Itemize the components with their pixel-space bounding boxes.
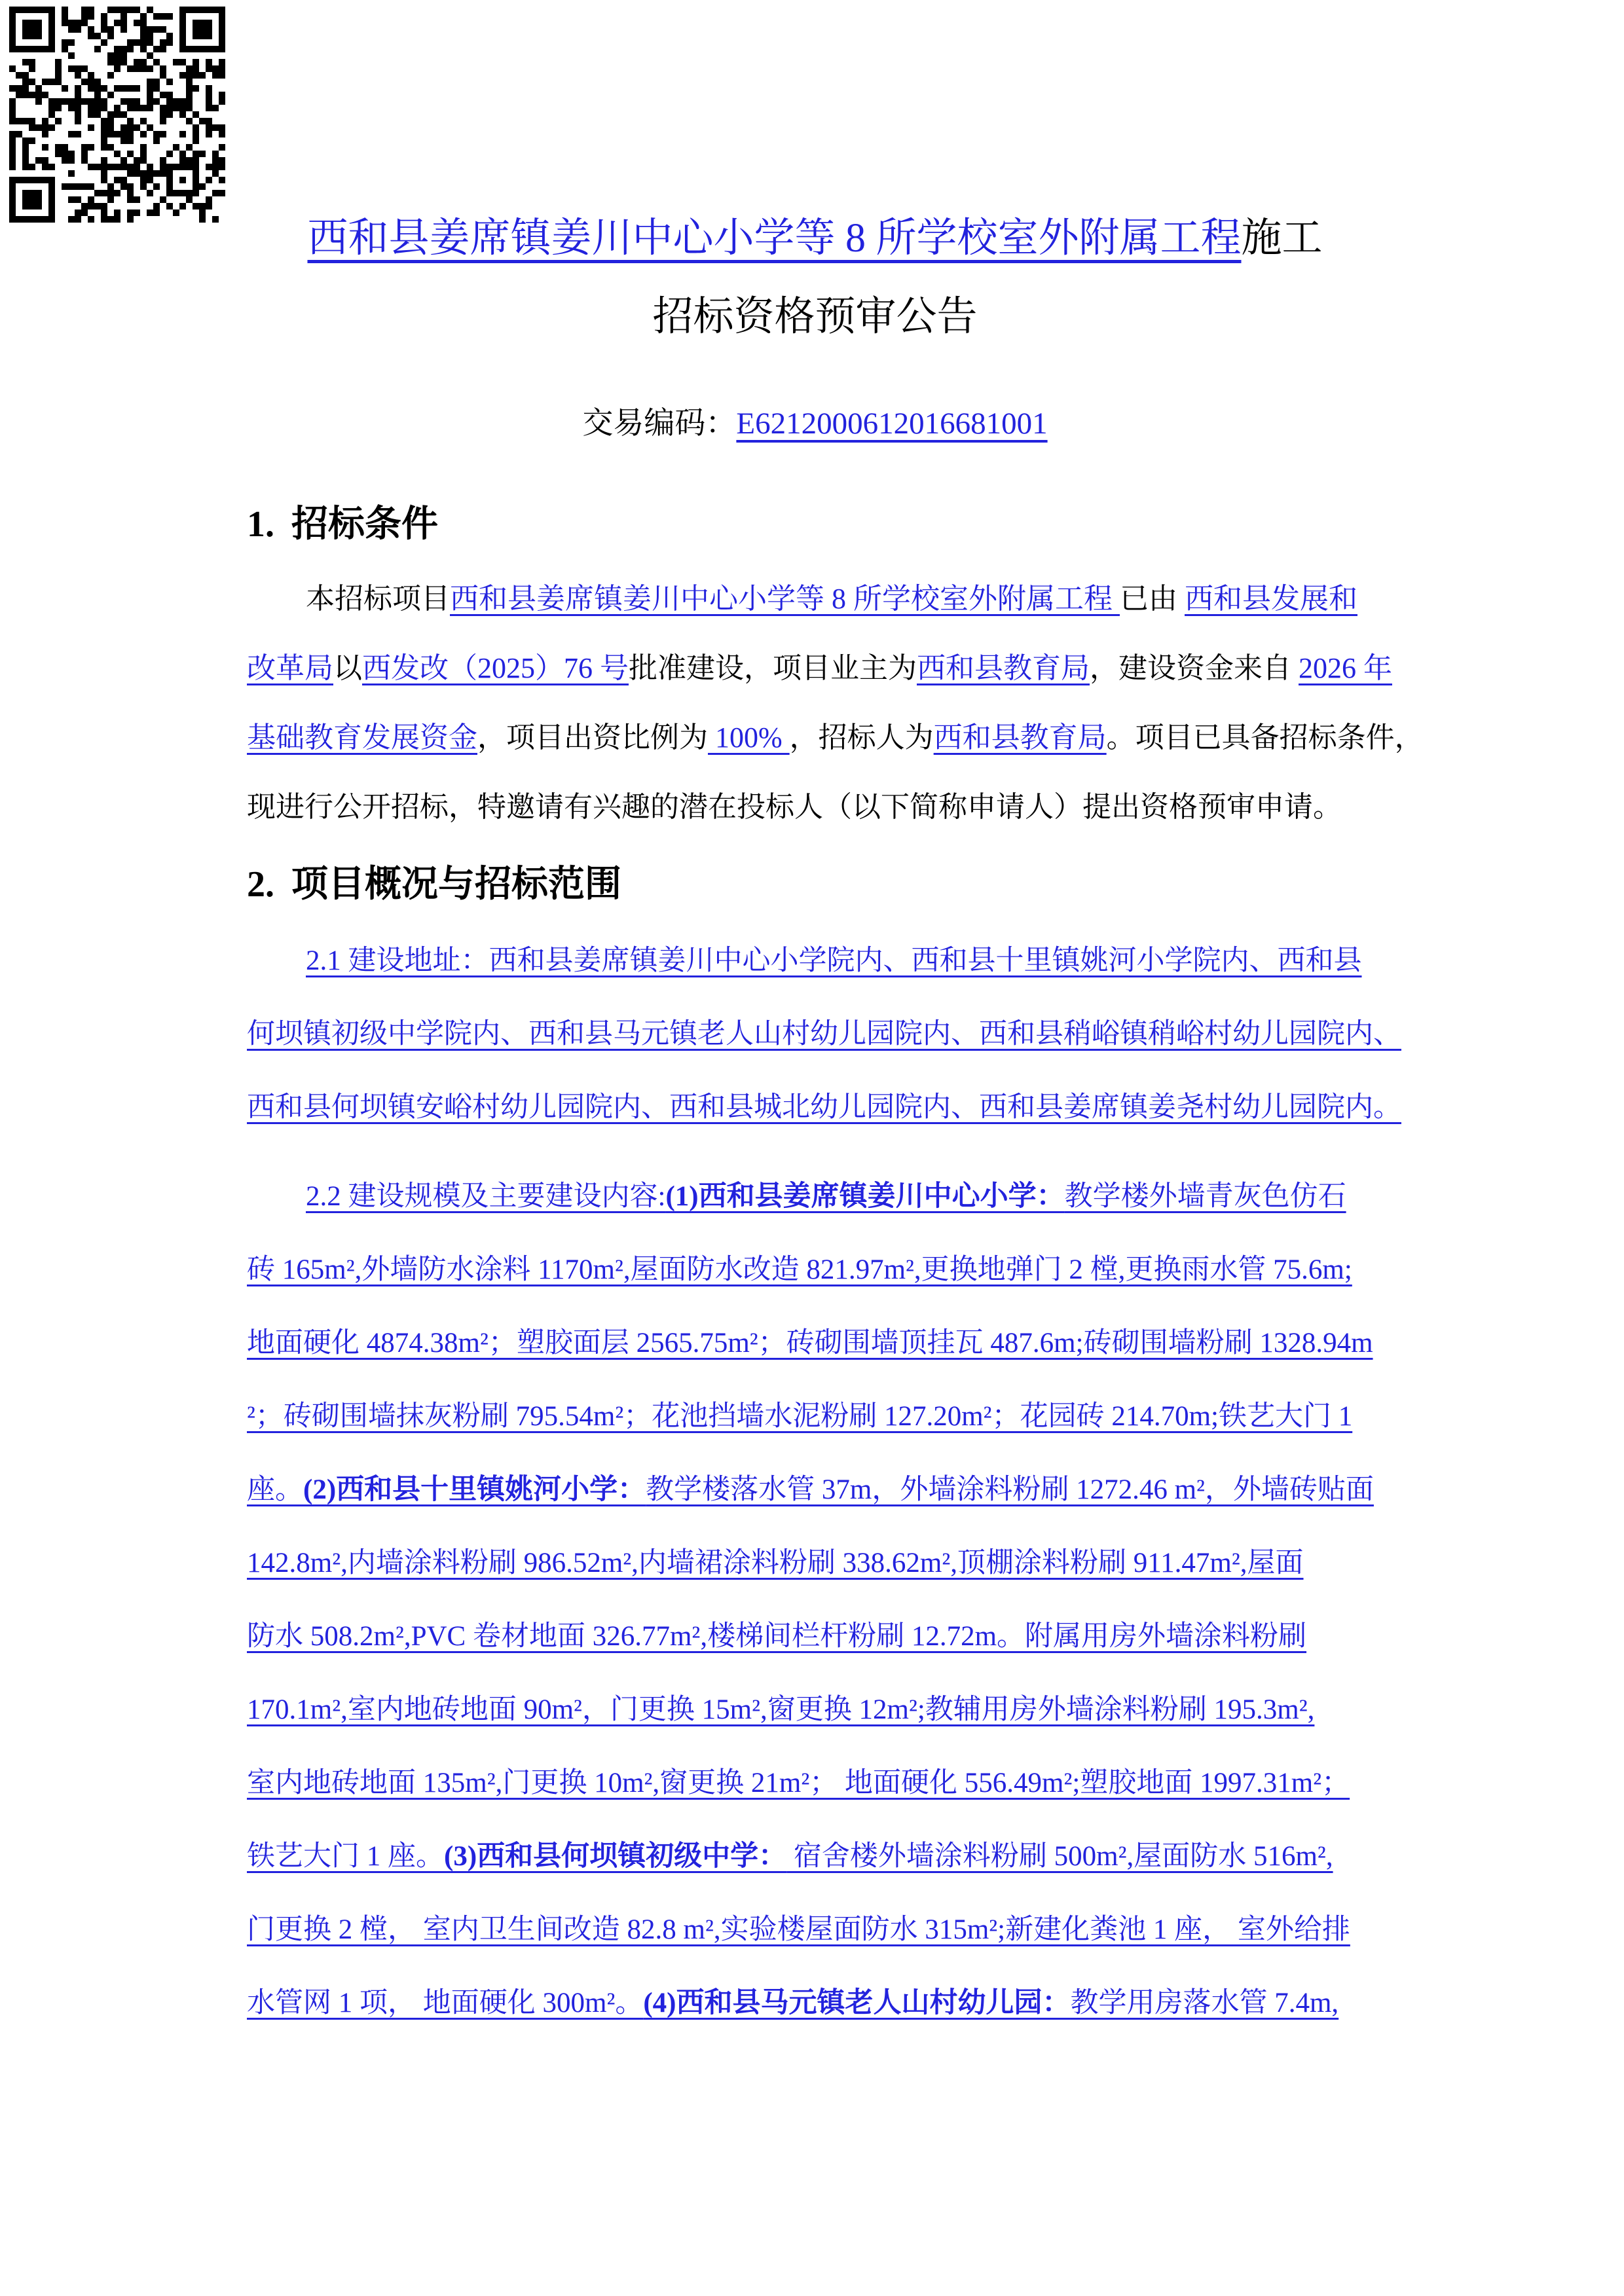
text-line <box>247 1673 1383 1747</box>
link-text[interactable]: 西发改（2025）76 号 <box>362 652 629 684</box>
link-text[interactable]: 西和县教育局 <box>933 721 1107 754</box>
link-text[interactable]: 2.1 建设地址：西和县姜席镇姜川中心小学院内、西和县十里镇姚河小学院内、西和县 <box>306 945 1362 976</box>
text-line <box>247 1071 1401 1144</box>
section-heading <box>247 499 1383 550</box>
link-text[interactable]: ²；砖砌围墙抹灰粉刷 795.54m²；花池挡墙水泥粉刷 127.20m²；花园砖 214.70m;铁艺大门 1 <box>247 1401 1353 1432</box>
link-text[interactable]: 西和县姜席镇姜川中心小学等 8 所学校室外附属工程 <box>450 583 1120 615</box>
text-line <box>247 1233 1383 1307</box>
text-line <box>247 1893 1383 1967</box>
section-title: 项目概况与招标范围 <box>291 864 621 905</box>
text-line <box>247 1453 1383 1527</box>
link-text[interactable]: (2)西和县十里镇姚河小学： <box>303 1474 646 1505</box>
text-line <box>247 1820 1383 1893</box>
link-text[interactable]: (1)西和县姜席镇姜川中心小学： <box>665 1181 1065 1212</box>
body-text: 已由 <box>1120 583 1185 615</box>
link-text[interactable]: 2.2 建设规模及主要建设内容: <box>306 1181 666 1212</box>
link-text[interactable]: 基础教育发展资金 <box>247 721 477 754</box>
section-heading <box>247 859 1383 910</box>
link-text[interactable]: 地面硬化 4874.38m²；塑胶面层 2565.75m²；砖砌围墙顶挂瓦 487.6m;砖砌围墙粉刷 1328.94m <box>247 1328 1373 1358</box>
body-text: 现进行公开招标，特邀请有兴趣的潜在投标人（以下简称申请人）提出资格预审申请。 <box>247 791 1342 823</box>
text-line <box>247 773 1383 842</box>
text-line <box>247 1380 1383 1453</box>
link-text[interactable]: 门更换 2 樘， 室内卫生间改造 82.8 m²,实验楼屋面防水 315m²;新建化粪池 1 座， 室外给排 <box>247 1914 1350 1945</box>
text-line <box>247 1160 1383 1233</box>
text-line <box>247 1600 1383 1673</box>
text-line <box>247 703 1424 773</box>
paragraph <box>247 1160 1383 2040</box>
link-text[interactable]: 宿舍楼外墙涂料粉刷 500m²,屋面防水 516m², <box>786 1841 1333 1872</box>
text-line <box>247 998 1401 1071</box>
link-text[interactable]: 西和县教育局 <box>917 652 1090 684</box>
document-content <box>247 0 1424 2040</box>
title-text-rest: 施工 <box>1241 216 1323 261</box>
section-number: 1. <box>247 504 274 545</box>
text-line <box>247 564 1383 634</box>
qr-code-icon <box>9 7 225 223</box>
body-text: ，项目出资比例为 <box>477 721 708 754</box>
link-text[interactable]: 100% <box>708 721 790 754</box>
link-text[interactable]: 170.1m²,室内地砖地面 90m²，门更换 15m²,窗更换 12m²;教辅用房外墙涂料粉刷 195.3m², <box>247 1694 1315 1725</box>
body-text: ，建设资金来自 <box>1090 652 1299 684</box>
trade-code-link[interactable]: E6212000612016681001 <box>736 407 1048 441</box>
document-title-line2: 招标资格预审公告 <box>652 295 978 339</box>
text-line <box>247 634 1392 703</box>
trade-code-label: 交易编码： <box>582 407 737 441</box>
link-text[interactable]: 西和县何坝镇安峪村幼儿园院内、西和县城北幼儿园院内、西和县姜席镇姜尧村幼儿园院内。 <box>247 1092 1401 1123</box>
link-text[interactable]: 教学楼落水管 37m，外墙涂料粉刷 1272.46 m²，外墙砖贴面 <box>646 1474 1374 1505</box>
section-number: 2. <box>247 864 274 905</box>
text-line <box>247 1527 1383 1600</box>
text-line <box>247 1747 1383 1820</box>
body-text: ，招标人为 <box>789 721 934 754</box>
body-text: 以 <box>333 652 362 684</box>
link-text[interactable]: 142.8m²,内墙涂料粉刷 986.52m²,内墙裙涂料粉刷 338.62m²,顶棚涂料粉刷 911.47m²,屋面 <box>247 1548 1304 1578</box>
link-text[interactable]: 西和县发展和 <box>1185 583 1357 615</box>
link-text[interactable]: (4)西和县马元镇老人山村幼儿园： <box>643 1988 1071 2018</box>
link-text[interactable]: 何坝镇初级中学院内、西和县马元镇老人山村幼儿园院内、西和县稍峪镇稍峪村幼儿园院内、 <box>247 1019 1401 1049</box>
paragraph <box>247 924 1401 1144</box>
document-body <box>247 499 1424 2040</box>
link-text[interactable]: 防水 508.2m²,PVC 卷材地面 326.77m²,楼梯间栏杆粉刷 12.72m。附属用房外墙涂料粉刷 <box>247 1621 1307 1652</box>
link-text[interactable]: 铁艺大门 1 座。 <box>247 1841 444 1872</box>
body-text: 。项目已具备招标条件， <box>1106 721 1424 754</box>
link-text[interactable]: 2026 年 <box>1299 652 1392 684</box>
text-line <box>247 1967 1383 2040</box>
body-text: 批准建设，项目业主为 <box>629 652 917 684</box>
body-text: 本招标项目 <box>306 583 450 615</box>
title-link[interactable]: 西和县姜席镇姜川中心小学等 8 所学校室外附属工程 <box>307 216 1242 261</box>
paragraph <box>247 564 1424 842</box>
link-text[interactable]: 水管网 1 项， 地面硬化 300m²。 <box>247 1988 644 2018</box>
link-text[interactable]: 砖 165m²,外墙防水涂料 1170m²,屋面防水改造 821.97m²,更换地弹门 2 樘,更换雨水管 75.6m; <box>247 1254 1352 1285</box>
link-text[interactable]: 改革局 <box>247 652 333 684</box>
link-text[interactable]: 教学用房落水管 7.4m, <box>1070 1988 1339 2018</box>
trade-code-line <box>247 401 1383 446</box>
link-text[interactable]: (3)西和县何坝镇初级中学： <box>444 1841 787 1872</box>
section-title: 招标条件 <box>291 504 438 545</box>
link-text[interactable]: 座。 <box>247 1474 303 1505</box>
text-line <box>247 1307 1383 1380</box>
link-text[interactable]: 教学楼外墙青灰色仿石 <box>1064 1181 1346 1212</box>
text-line <box>247 924 1383 998</box>
link-text[interactable]: 室内地砖地面 135m²,门更换 10m²,窗更换 21m²； 地面硬化 556.49m²;塑胶地面 1997.31m²； <box>247 1768 1350 1798</box>
document-title-line1 <box>247 208 1383 268</box>
